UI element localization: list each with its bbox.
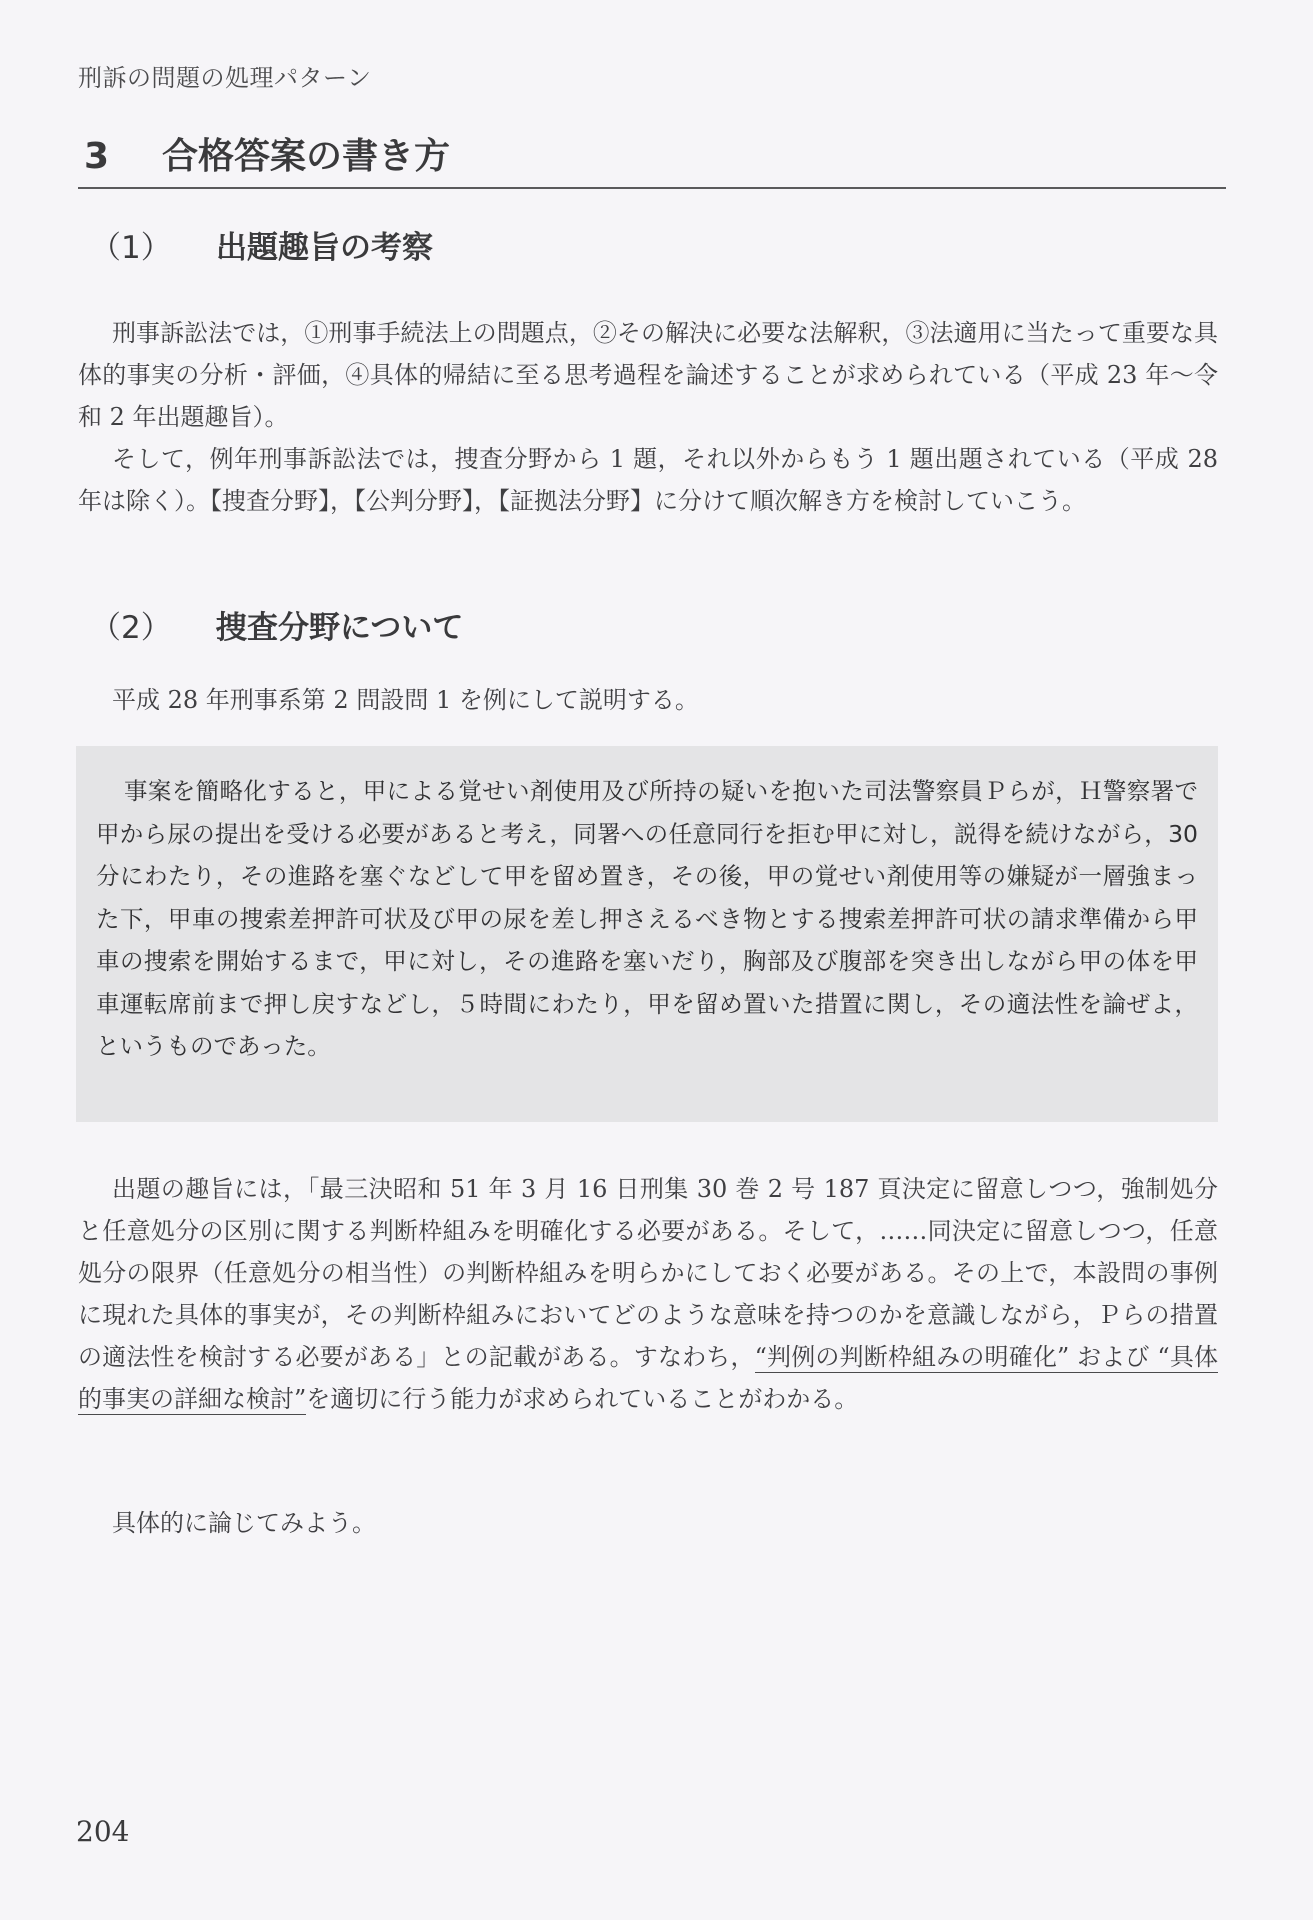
paragraph	[78, 1168, 1218, 1420]
case-summary-box	[76, 746, 1218, 1122]
example-intro	[78, 679, 1218, 721]
section-1-body	[78, 312, 1218, 522]
section-number-1: （1）	[90, 230, 172, 266]
aim-text: 出題の趣旨には，「最三決昭和 51 年 3 月 16 日刑集 30 巻 2 号 187 頁決定に留意しつつ，強制処分と任意処分の区別に関する判断枠組みを明確化する必要がある。そして，……同決定に留意しつつ，任意処分の限界（任意処分の相当性）の判断枠組みを明らかにしておく必要がある。その上で，本設問の事例に現れた具体的事実が，その判断枠組みにおいてどのような意味を持つのかを意識しながら，Ｐらの措置の適法性を検討する必要がある」との記載がある。すなわち，	[78, 1175, 1218, 1371]
closing-paragraph	[78, 1502, 1218, 1544]
section-number-2: （2）	[90, 610, 172, 646]
aim-text-end: を適切に行う能力が求められていることがわかる。	[306, 1385, 859, 1413]
section-heading-1	[90, 222, 433, 267]
underlined-emphasis: “判例の判断枠組みの明確化” および “具体的事実の詳細な検討”	[78, 1343, 1218, 1413]
chapter-number: 3	[84, 136, 110, 177]
paragraph: そして，例年刑事訴訟法では，捜査分野から 1 題，それ以外からもう 1 題出題されている（平成 28 年は除く）。【捜査分野】，【公判分野】，【証拠法分野】に分けて順次解き方を検討していこう。	[78, 445, 1218, 515]
paragraph: 平成 28 年刑事系第 2 問設問 1 を例にして説明する。	[112, 686, 699, 714]
section-title-2: 捜査分野について	[216, 610, 464, 646]
chapter-title: 合格答案の書き方	[162, 136, 451, 177]
chapter-heading	[78, 128, 1226, 189]
exam-aim-paragraph	[78, 1168, 1218, 1420]
page-number: 204	[76, 1815, 130, 1848]
section-title-1: 出題趣旨の考察	[216, 230, 433, 266]
section-heading-2	[90, 602, 463, 647]
running-header: 刑訴の問題の処理パターン	[78, 64, 372, 92]
paragraph: 具体的に論じてみよう。	[112, 1509, 376, 1537]
case-summary-text: 事案を簡略化すると，甲による覚せい剤使用及び所持の疑いを抱いた司法警察員Ｐらが，Ｈ警察署で甲から尿の提出を受ける必要があると考え，同署への任意同行を拒む甲に対し，説得を続けながら，30 分にわたり，その進路を塞ぐなどして甲を留め置き，その後，甲の覚せい剤使用等の嫌疑が一層強まった下，甲車の捜索差押許可状及び甲の尿を差し押さえるべき物とする捜索差押許可状の請求準備から甲車の捜索を開始するまで，甲に対し，その進路を塞いだり，胸部及び腹部を突き出しながら甲の体を甲車運転席前まで押し戻すなどし，５時間にわたり，甲を留め置いた措置に関し，その適法性を論ぜよ，というものであった。	[96, 777, 1198, 1060]
paragraph: 刑事訴訟法では，①刑事手続法上の問題点，②その解決に必要な法解釈，③法適用に当たって重要な具体的事実の分析・評価，④具体的帰結に至る思考過程を論述することが求められている（平成 23 年～令和 2 年出題趣旨）。	[78, 319, 1218, 431]
